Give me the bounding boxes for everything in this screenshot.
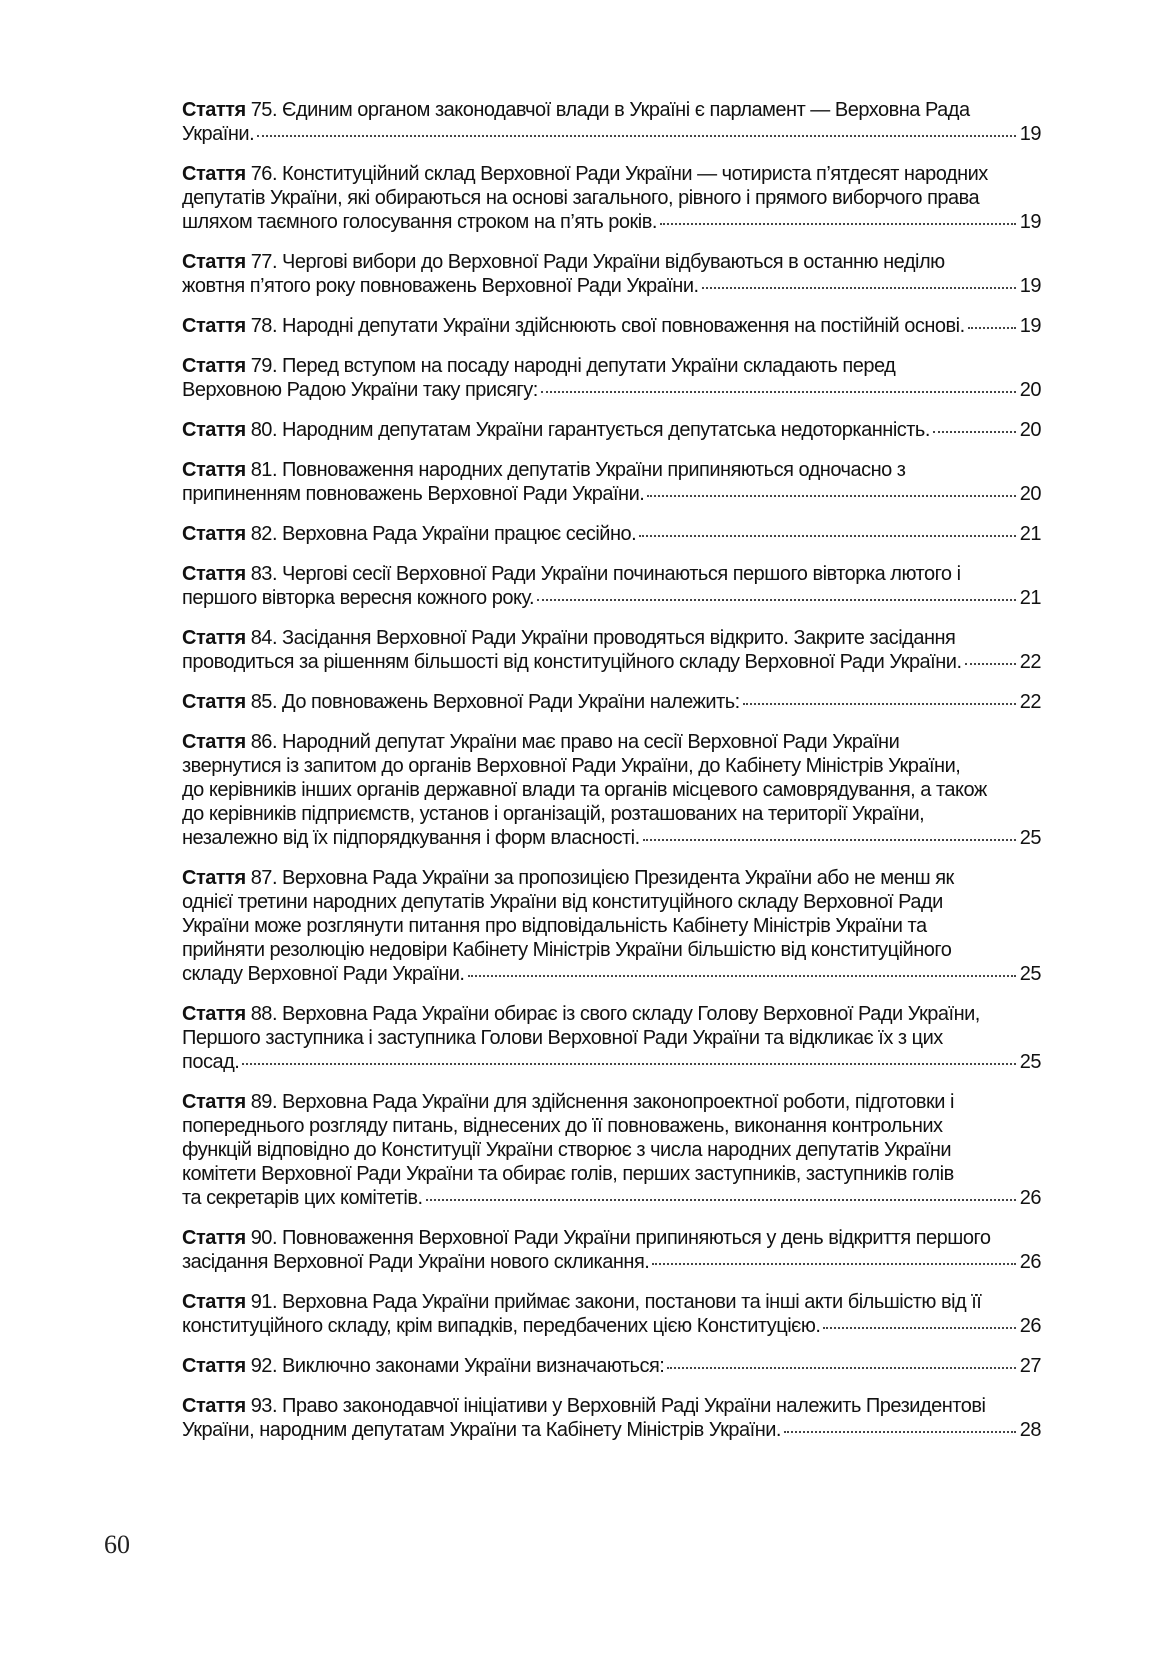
toc-entry[interactable] xyxy=(182,458,1041,506)
article-label: Стаття xyxy=(182,1003,246,1025)
toc-entry-line xyxy=(182,802,1041,826)
toc-entry-line xyxy=(182,98,1041,122)
toc-entry-line xyxy=(182,1138,1041,1162)
toc-entry[interactable] xyxy=(182,562,1041,610)
toc-page-number: 25 xyxy=(1019,1051,1041,1073)
article-label: Стаття xyxy=(182,419,246,441)
toc-page-number: 26 xyxy=(1019,1315,1041,1337)
toc-page-number: 19 xyxy=(1019,315,1041,337)
toc-entry[interactable] xyxy=(182,1290,1041,1338)
article-number: 82 xyxy=(250,523,272,545)
dot-leader xyxy=(660,223,1016,225)
toc-entry-text xyxy=(182,1186,423,1210)
toc-entry-line xyxy=(182,1090,1041,1114)
article-number: 84 xyxy=(250,627,272,649)
article-title-text: функцій відповідно до Конституції України створює з числа народних депутатів України xyxy=(182,1139,952,1161)
toc-entry-line xyxy=(182,826,1041,850)
article-title-text: . Народний депутат України має право на сесії Верховної Ради України xyxy=(271,731,900,753)
dot-leader xyxy=(743,703,1016,705)
toc-entry-text xyxy=(182,122,254,146)
toc-entry-line xyxy=(182,274,1041,298)
article-title-text: України. xyxy=(182,123,255,145)
toc-entry-line xyxy=(182,378,1041,402)
dot-leader xyxy=(667,1367,1015,1369)
toc-page-number: 19 xyxy=(1019,211,1041,233)
article-title-text: Верховною Радою України таку присягу: xyxy=(182,379,538,401)
toc-entry-line xyxy=(182,354,1041,378)
article-title-text: України, народним депутатам України та Кабінету Міністрів України. xyxy=(182,1419,781,1441)
toc-page-number: 26 xyxy=(1019,1251,1041,1273)
article-title-text: . Чергові вибори до Верховної Ради України відбуваються в останню неділю xyxy=(271,251,945,273)
toc-entry[interactable] xyxy=(182,418,1041,442)
article-title-text: комітети Верховної Ради України та обирає голів, перших заступників, заступників голів xyxy=(182,1163,954,1185)
article-number: 86 xyxy=(250,731,272,753)
article-title-text: припиненням повноважень Верховної Ради України. xyxy=(182,483,645,505)
toc-entry[interactable] xyxy=(182,354,1041,402)
toc-page-number: 20 xyxy=(1019,483,1041,505)
article-number: 83 xyxy=(250,563,272,585)
toc-entry-text xyxy=(182,962,465,986)
dot-leader xyxy=(823,1327,1015,1329)
toc-page-number: 20 xyxy=(1019,379,1041,401)
article-label: Стаття xyxy=(182,691,246,713)
toc-entry[interactable] xyxy=(182,1226,1041,1274)
toc-entry-line xyxy=(182,1394,1041,1418)
toc-entry-line xyxy=(182,1114,1041,1138)
article-number: 76 xyxy=(250,163,272,185)
article-title-text: . Верховна Рада України для здійснення законопроектної роботи, підготовки і xyxy=(271,1091,954,1113)
toc-entry[interactable] xyxy=(182,314,1041,338)
toc-entry[interactable] xyxy=(182,522,1041,546)
toc-page-number: 22 xyxy=(1019,651,1041,673)
article-number: 90 xyxy=(250,1227,272,1249)
article-title-text: першого вівторка вересня кожного року. xyxy=(182,587,535,609)
article-number: 87 xyxy=(250,867,272,889)
toc-page-number: 21 xyxy=(1019,587,1041,609)
dot-leader xyxy=(257,135,1016,137)
toc-entry-line xyxy=(182,1186,1041,1210)
article-title-text: України може розглянути питання про відповідальність Кабінету Міністрів України та xyxy=(182,915,927,937)
article-title-text: . Засідання Верховної Ради України проводяться відкрито. Закрите засідання xyxy=(271,627,956,649)
toc-entry-line xyxy=(182,650,1041,674)
toc-entry[interactable] xyxy=(182,866,1041,986)
article-label: Стаття xyxy=(182,1227,246,1249)
article-title-text: . Перед вступом на посаду народні депутати України складають перед xyxy=(271,355,896,377)
article-label: Стаття xyxy=(182,1395,246,1417)
toc-page-number: 25 xyxy=(1019,963,1041,985)
toc-entry[interactable] xyxy=(182,626,1041,674)
toc-entry-text xyxy=(182,378,538,402)
toc-entry-line xyxy=(182,458,1041,482)
toc-entry[interactable] xyxy=(182,1002,1041,1074)
dot-leader xyxy=(541,391,1016,393)
article-title-text: . Верховна Рада України працює сесійно. xyxy=(271,523,637,545)
toc-entry-line xyxy=(182,730,1041,754)
page-number: 60 xyxy=(104,1530,130,1559)
toc-entry-line xyxy=(182,626,1041,650)
article-title-text: прийняти резолюцію недовіри Кабінету Міністрів України більшістю від конституційного xyxy=(182,939,952,961)
toc-entry[interactable] xyxy=(182,162,1041,234)
article-title-text: засідання Верховної Ради України нового скликання. xyxy=(182,1251,650,1273)
toc-entry-text xyxy=(182,418,930,442)
article-title-text: до керівників підприємств, установ і організацій, розташованих на території України, xyxy=(182,803,925,825)
toc-entry-text xyxy=(182,482,644,506)
toc-entry-line xyxy=(182,186,1041,210)
toc-entry-line xyxy=(182,1250,1041,1274)
article-label: Стаття xyxy=(182,355,246,377)
toc-entry-line xyxy=(182,866,1041,890)
toc-page-number: 20 xyxy=(1019,419,1041,441)
article-title-text: . Народним депутатам України гарантується депутатська недоторканність. xyxy=(271,419,930,441)
toc-entry-line xyxy=(182,122,1041,146)
toc-entry-line xyxy=(182,418,1041,442)
toc-entry-text xyxy=(182,1314,820,1338)
article-title-text: . Чергові сесії Верховної Ради України починаються першого вівторка лютого і xyxy=(271,563,961,585)
toc-entry[interactable] xyxy=(182,1354,1041,1378)
toc-entry-line xyxy=(182,1002,1041,1026)
toc-page-number: 19 xyxy=(1019,275,1041,297)
article-number: 80 xyxy=(250,419,272,441)
article-title-text: складу Верховної Ради України. xyxy=(182,963,465,985)
article-title-text: шляхом таємного голосування строком на п’ять років. xyxy=(182,211,657,233)
dot-leader xyxy=(965,663,1016,665)
toc-entry-text xyxy=(182,210,657,234)
article-title-text: звернутися із запитом до органів Верховної Ради України, до Кабінету Міністрів України, xyxy=(182,755,961,777)
toc-entry-line xyxy=(182,754,1041,778)
dot-leader xyxy=(647,495,1015,497)
toc-entry-line xyxy=(182,1162,1041,1186)
article-title-text: . До повноважень Верховної Ради України належить: xyxy=(271,691,740,713)
article-title-text: депутатів України, які обираються на основі загального, рівного і прямого виборчого права xyxy=(182,187,980,209)
article-number: 75 xyxy=(250,99,272,121)
toc-entry-line xyxy=(182,562,1041,586)
article-number: 79 xyxy=(250,355,272,377)
toc-entry-line xyxy=(182,162,1041,186)
toc-entry-text xyxy=(182,522,636,546)
toc-entry-text xyxy=(182,1354,664,1378)
toc-entry[interactable] xyxy=(182,1090,1041,1210)
article-title-text: . Конституційний склад Верховної Ради України — чотириста п’ятдесят народних xyxy=(271,163,988,185)
article-label: Стаття xyxy=(182,99,246,121)
toc-entry-line xyxy=(182,1314,1041,1338)
article-number: 89 xyxy=(250,1091,272,1113)
article-number: 81 xyxy=(250,459,272,481)
toc-entry-text xyxy=(182,826,640,850)
article-number: 78 xyxy=(250,315,272,337)
toc-entry[interactable] xyxy=(182,98,1041,146)
toc-entry-text xyxy=(182,1250,649,1274)
article-title-text: проводиться за рішенням більшості від конституційного складу Верховної Ради України. xyxy=(182,651,962,673)
toc-entry-line xyxy=(182,690,1041,714)
article-title-text: . Верховна Рада України за пропозицією Президента України або не менш як xyxy=(271,867,954,889)
toc-entry[interactable] xyxy=(182,730,1041,850)
toc-entry-line xyxy=(182,314,1041,338)
toc-entry-line xyxy=(182,586,1041,610)
dot-leader xyxy=(242,1063,1015,1065)
toc-page-number: 19 xyxy=(1019,123,1041,145)
article-title-text: незалежно від їх підпорядкування і форм власності. xyxy=(182,827,640,849)
toc-entry-text xyxy=(182,314,965,338)
toc-entry[interactable] xyxy=(182,250,1041,298)
toc-entry-text xyxy=(182,1418,781,1442)
toc-entry-line xyxy=(182,1290,1041,1314)
article-title-text: до керівників інших органів державної влади та органів місцевого самоврядування, а також xyxy=(182,779,987,801)
toc-entry-line xyxy=(182,1354,1041,1378)
toc-entry-line xyxy=(182,1226,1041,1250)
toc-entry-line xyxy=(182,1026,1041,1050)
toc-entry-line xyxy=(182,250,1041,274)
article-label: Стаття xyxy=(182,1355,246,1377)
dot-leader xyxy=(537,599,1016,601)
article-label: Стаття xyxy=(182,163,246,185)
dot-leader xyxy=(933,431,1016,433)
toc-entry-line xyxy=(182,210,1041,234)
article-title-text: . Виключно законами України визначаються: xyxy=(271,1355,665,1377)
article-title-text: . Верховна Рада України приймає закони, постанови та інші акти більшістю від її xyxy=(271,1291,982,1313)
article-title-text: . Право законодавчої ініціативи у Верховній Раді України належить Президентові xyxy=(271,1395,986,1417)
article-number: 77 xyxy=(250,251,272,273)
article-title-text: . Єдиним органом законодавчої влади в Україні є парламент — Верховна Рада xyxy=(271,99,970,121)
article-number: 91 xyxy=(250,1291,272,1313)
article-title-text: однієї третини народних депутатів України від конституційного складу Верховної Ради xyxy=(182,891,943,913)
toc-entry-line xyxy=(182,1418,1041,1442)
toc-page-number: 21 xyxy=(1019,523,1041,545)
toc-entry-line xyxy=(182,522,1041,546)
toc-entry[interactable] xyxy=(182,1394,1041,1442)
article-label: Стаття xyxy=(182,867,246,889)
toc-page-number: 22 xyxy=(1019,691,1041,713)
article-title-text: та секретарів цих комітетів. xyxy=(182,1187,423,1209)
toc-entry-text xyxy=(182,586,534,610)
article-number: 93 xyxy=(250,1395,272,1417)
dot-leader xyxy=(702,287,1016,289)
article-label: Стаття xyxy=(182,315,246,337)
toc-entry-line xyxy=(182,962,1041,986)
dot-leader xyxy=(468,975,1016,977)
toc-page-number: 28 xyxy=(1019,1419,1041,1441)
article-title-text: жовтня п’ятого року повноважень Верховної Ради України. xyxy=(182,275,699,297)
article-title-text: . Народні депутати України здійснюють свої повноваження на постійній основі. xyxy=(271,315,965,337)
article-label: Стаття xyxy=(182,1091,246,1113)
article-label: Стаття xyxy=(182,523,246,545)
article-label: Стаття xyxy=(182,731,246,753)
article-title-text: конституційного складу, крім випадків, передбачених цією Конституцією. xyxy=(182,1315,821,1337)
article-title-text: посад. xyxy=(182,1051,240,1073)
article-number: 85 xyxy=(250,691,272,713)
table-of-contents xyxy=(182,98,1041,1458)
toc-page-number: 27 xyxy=(1019,1355,1041,1377)
toc-entry-text xyxy=(182,274,699,298)
toc-entry-line xyxy=(182,778,1041,802)
toc-entry[interactable] xyxy=(182,690,1041,714)
dot-leader xyxy=(426,1199,1016,1201)
toc-entry-line xyxy=(182,482,1041,506)
toc-entry-line xyxy=(182,938,1041,962)
article-label: Стаття xyxy=(182,251,246,273)
article-number: 92 xyxy=(250,1355,272,1377)
dot-leader xyxy=(639,535,1016,537)
article-title-text: . Верховна Рада України обирає із свого складу Голову Верховної Ради України, xyxy=(271,1003,980,1025)
dot-leader xyxy=(784,1431,1016,1433)
article-label: Стаття xyxy=(182,563,246,585)
toc-entry-text xyxy=(182,690,740,714)
article-title-text: попереднього розгляду питань, віднесених до її повноважень, виконання контрольних xyxy=(182,1115,943,1137)
toc-entry-line xyxy=(182,914,1041,938)
toc-page-number: 26 xyxy=(1019,1187,1041,1209)
article-title-text: . Повноваження народних депутатів України припиняються одночасно з xyxy=(271,459,906,481)
article-title-text: . Повноваження Верховної Ради України припиняються у день відкриття першого xyxy=(271,1227,991,1249)
article-label: Стаття xyxy=(182,1291,246,1313)
toc-entry-text xyxy=(182,650,962,674)
dot-leader xyxy=(643,839,1016,841)
article-title-text: Першого заступника і заступника Голови Верховної Ради України та відкликає їх з цих xyxy=(182,1027,943,1049)
toc-entry-line xyxy=(182,890,1041,914)
dot-leader xyxy=(652,1263,1015,1265)
article-label: Стаття xyxy=(182,627,246,649)
dot-leader xyxy=(968,327,1016,329)
toc-entry-line xyxy=(182,1050,1041,1074)
article-label: Стаття xyxy=(182,459,246,481)
article-number: 88 xyxy=(250,1003,272,1025)
toc-entry-text xyxy=(182,1050,239,1074)
toc-page-number: 25 xyxy=(1019,827,1041,849)
